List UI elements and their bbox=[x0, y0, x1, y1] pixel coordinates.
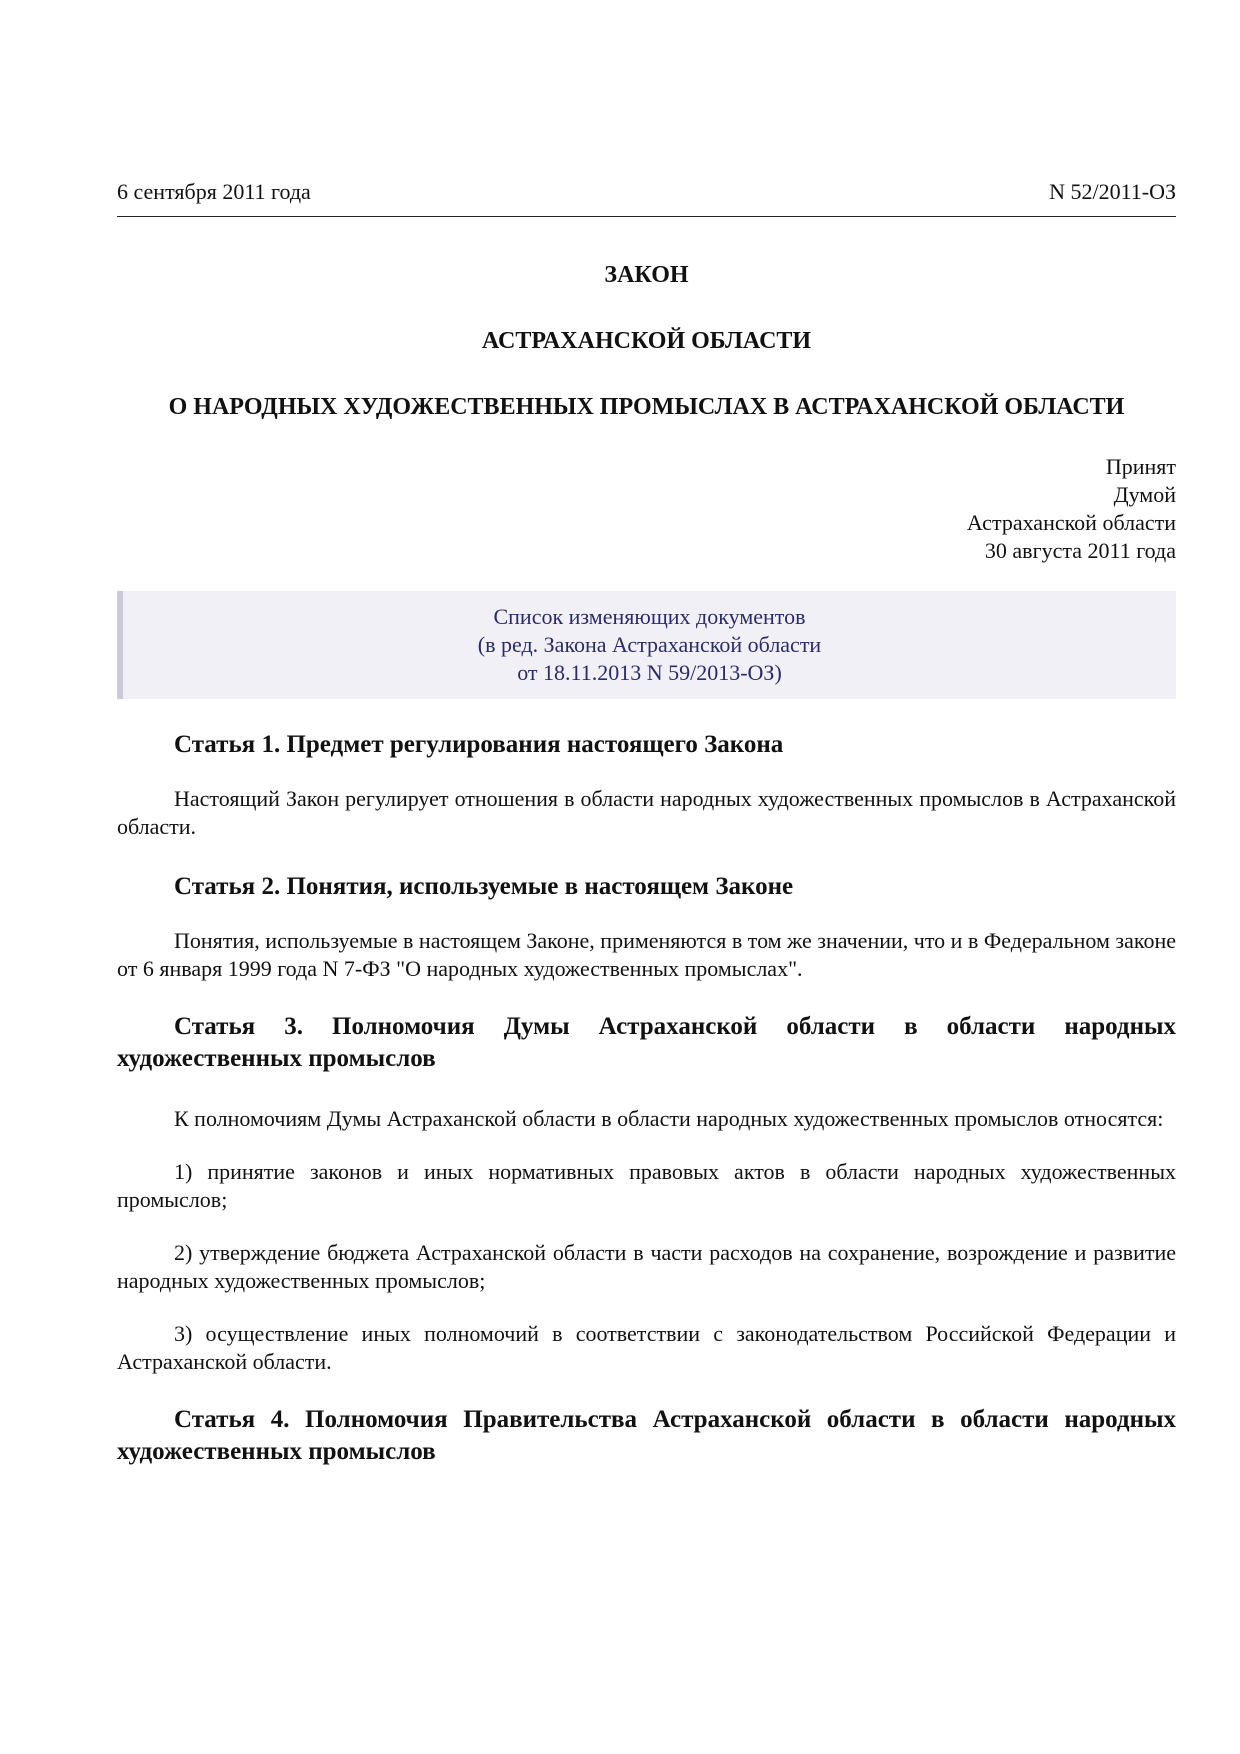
adoption-line: Принят bbox=[1105, 454, 1176, 479]
article-3-item-1: 1) принятие законов и иных нормативных правовых актов в области народных художественных промыслов; bbox=[117, 1159, 1176, 1212]
article-1-text: Настоящий Закон регулирует отношения в области народных художественных промыслов в Астраханской области. bbox=[117, 786, 1176, 839]
law-title: ЗАКОН bbox=[604, 262, 689, 288]
amendments-title: Список изменяющих документов bbox=[493, 604, 806, 629]
article-2-heading: Статья 2. Понятия, используемые в настоящем Законе bbox=[174, 873, 794, 900]
document-header bbox=[117, 178, 1176, 217]
article-3-intro: К полномочиям Думы Астраханской области в области народных художественных промыслов относятся: bbox=[174, 1106, 1164, 1131]
document-content bbox=[117, 178, 1176, 1468]
article-3-item-3: 3) осуществление иных полномочий в соответствии с законодательством Российской Федерации и Астраханской области. bbox=[117, 1321, 1176, 1374]
article-4-heading: Статья 4. Полномочия Правительства Астраханской области в области народных художественных промыслов bbox=[117, 1406, 1176, 1465]
amendments-box bbox=[117, 591, 1176, 699]
amendments-reference-date[interactable]: от 18.11.2013 N 59/2013-ОЗ) bbox=[517, 660, 782, 685]
adoption-line: Думой bbox=[1113, 482, 1176, 507]
law-subject: О НАРОДНЫХ ХУДОЖЕСТВЕННЫХ ПРОМЫСЛАХ В АСТРАХАНСКОЙ ОБЛАСТИ bbox=[168, 394, 1125, 420]
document-date: 6 сентября 2011 года bbox=[117, 179, 311, 204]
article-3-heading: Статья 3. Полномочия Думы Астраханской области в области народных художественных промыслов bbox=[117, 1013, 1176, 1072]
adoption-line: Астраханской области bbox=[966, 510, 1176, 535]
article-2-text: Понятия, используемые в настоящем Законе, применяются в том же значении, что и в Федеральном законе от 6 января 1999 года N 7-ФЗ "О народных художественных промыслах". bbox=[117, 928, 1176, 981]
amendments-reference[interactable]: (в ред. Закона Астраханской области bbox=[477, 632, 822, 657]
law-region: АСТРАХАНСКОЙ ОБЛАСТИ bbox=[481, 328, 812, 354]
adoption-date: 30 августа 2011 года bbox=[984, 538, 1176, 563]
article-1-heading: Статья 1. Предмет регулирования настоящего Закона bbox=[174, 731, 784, 758]
adoption-block bbox=[117, 453, 1176, 565]
article-3-item-2: 2) утверждение бюджета Астраханской области в части расходов на сохранение, возрождение и развитие народных художественных промыслов; bbox=[117, 1240, 1176, 1293]
document-number: N 52/2011-ОЗ bbox=[1049, 179, 1176, 204]
